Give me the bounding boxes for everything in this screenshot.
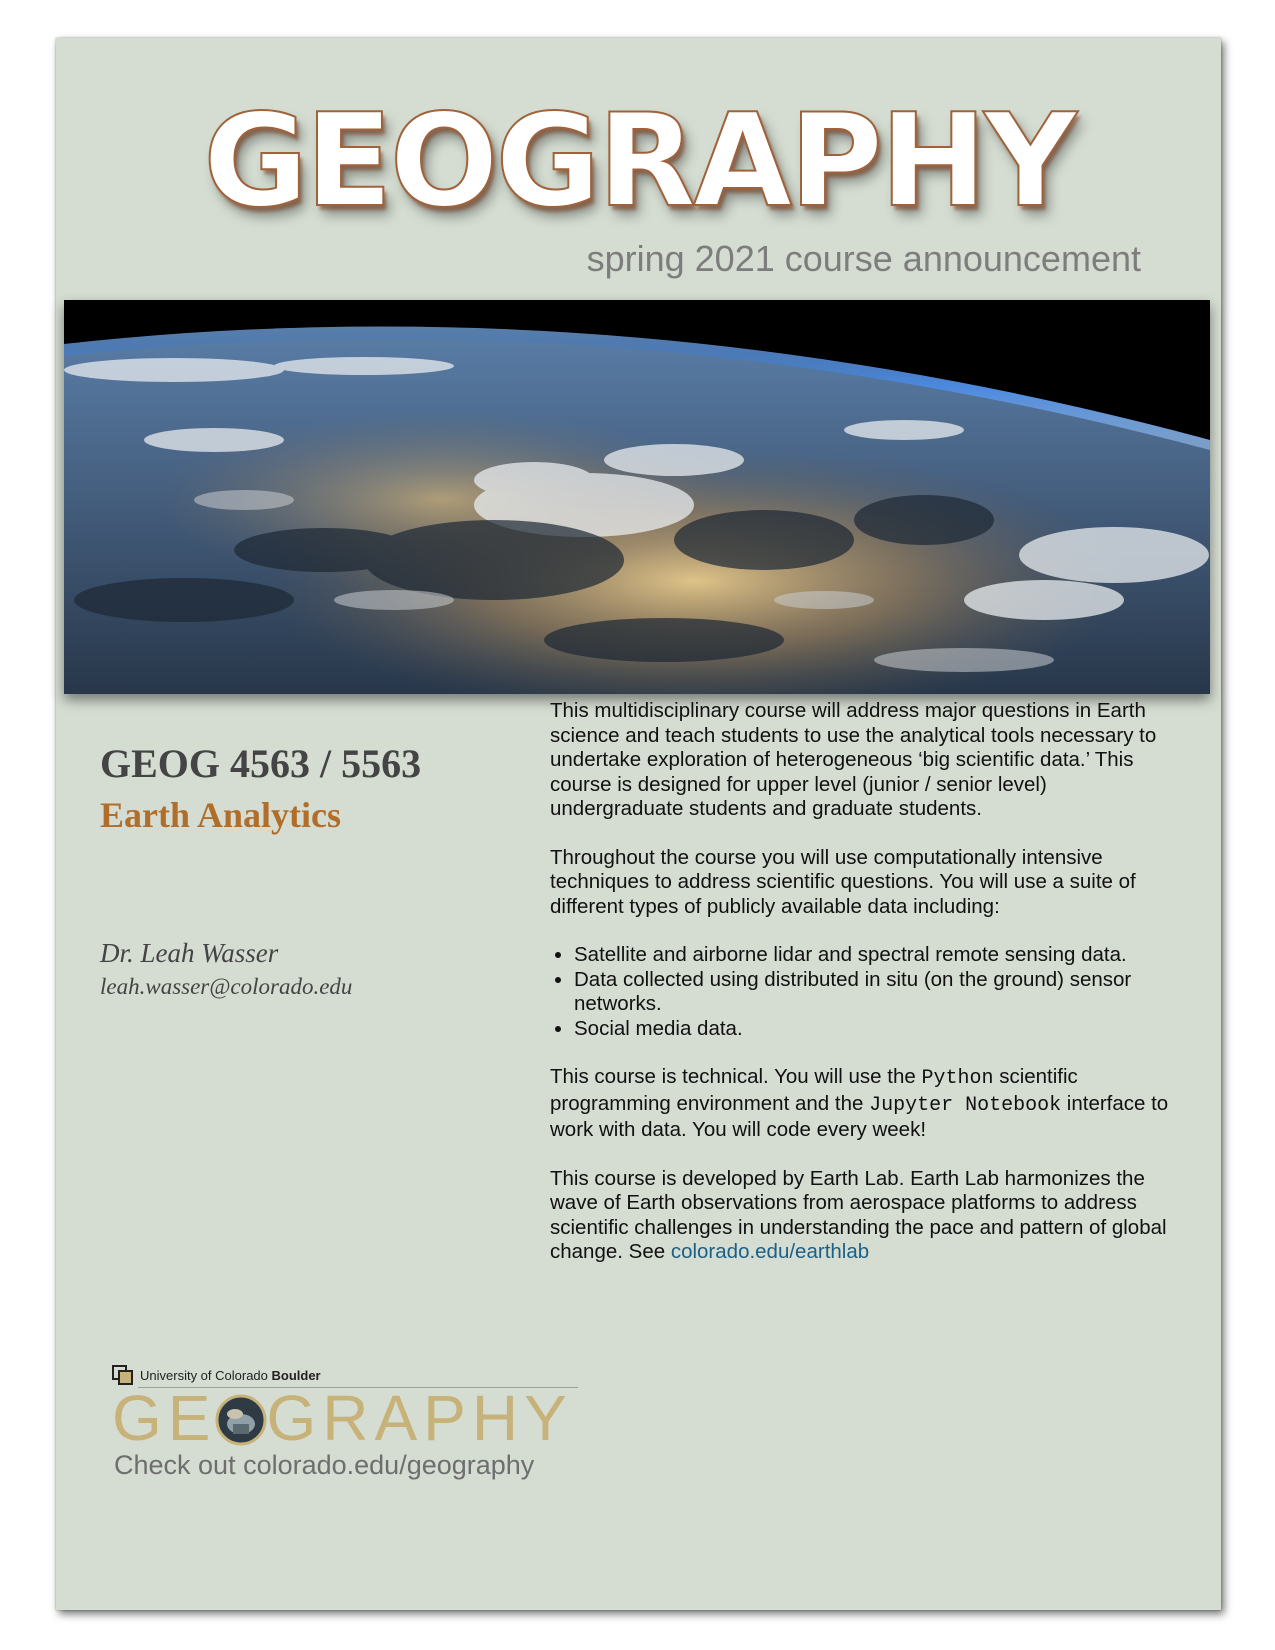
course-code: GEOG 4563 / 5563 xyxy=(100,741,422,786)
earth-from-space-image xyxy=(64,300,1210,694)
description-paragraph-3 xyxy=(550,1065,1170,1143)
description-paragraph-4 xyxy=(550,1167,1170,1265)
list-item: • Data collected using distributed in situ (on the ground) sensor networks. xyxy=(574,968,1170,1017)
website-callout[interactable]: Check out colorado.edu/geography xyxy=(114,1450,535,1480)
wordmark-right: GRAPHY xyxy=(266,1382,573,1454)
p3-text-b: scientific programming environment and the xyxy=(550,1065,1078,1115)
list-item: • Satellite and airborne lidar and spectral remote sensing data. xyxy=(574,943,1170,968)
p3-text-a: This course is technical. You will use the xyxy=(550,1065,922,1088)
course-name: Earth Analytics xyxy=(100,795,342,835)
earth-photo-graphic xyxy=(64,300,1210,694)
description-paragraph-2: Throughout the course you will use computationally intensive techniques to address scientific questions. You will use a suite of different types of publicly available data including: xyxy=(550,845,1136,918)
wordmark-left: GE xyxy=(112,1382,217,1454)
earthlab-link[interactable]: colorado.edu/earthlab xyxy=(670,1240,870,1263)
subtitle: spring 2021 course announcement xyxy=(586,238,1141,279)
course-description xyxy=(550,699,1170,1289)
p3-text-c: interface to work with data. You will code every week! xyxy=(550,1091,1169,1141)
globe-icon xyxy=(215,1394,267,1446)
python-code-term: Python xyxy=(921,1067,994,1090)
list-item: • Social media data. xyxy=(574,1017,1170,1042)
university-name xyxy=(140,1368,321,1383)
instructor-name: Dr. Leah Wasser xyxy=(100,938,279,968)
main-title: GEOGRAPHY xyxy=(203,87,1074,236)
geography-wordmark xyxy=(112,1382,573,1454)
instructor-email[interactable]: leah.wasser@colorado.edu xyxy=(100,974,353,999)
p4-text: This course is developed by Earth Lab. Earth Lab harmonizes the wave of Earth observations from aerospace platforms to address scientific challenges in understanding the pace and pattern of global change. See xyxy=(550,1166,1167,1263)
university-name-bold: Boulder xyxy=(271,1367,321,1383)
description-paragraph-1: This multidisciplinary course will address major questions in Earth science and teach students to use the analytical tools necessary to undertake exploration of heterogeneous ‘big scientific data.’ This course is designed for upper level (junior / senior level) undergraduate students and graduate students. xyxy=(550,699,1157,820)
data-types-list xyxy=(550,943,1170,1041)
footer-logo-block xyxy=(112,1364,592,1484)
university-name-regular: University of Colorado xyxy=(140,1367,272,1383)
course-flyer xyxy=(56,38,1221,1610)
jupyter-code-term: Jupyter Notebook xyxy=(869,1093,1062,1117)
